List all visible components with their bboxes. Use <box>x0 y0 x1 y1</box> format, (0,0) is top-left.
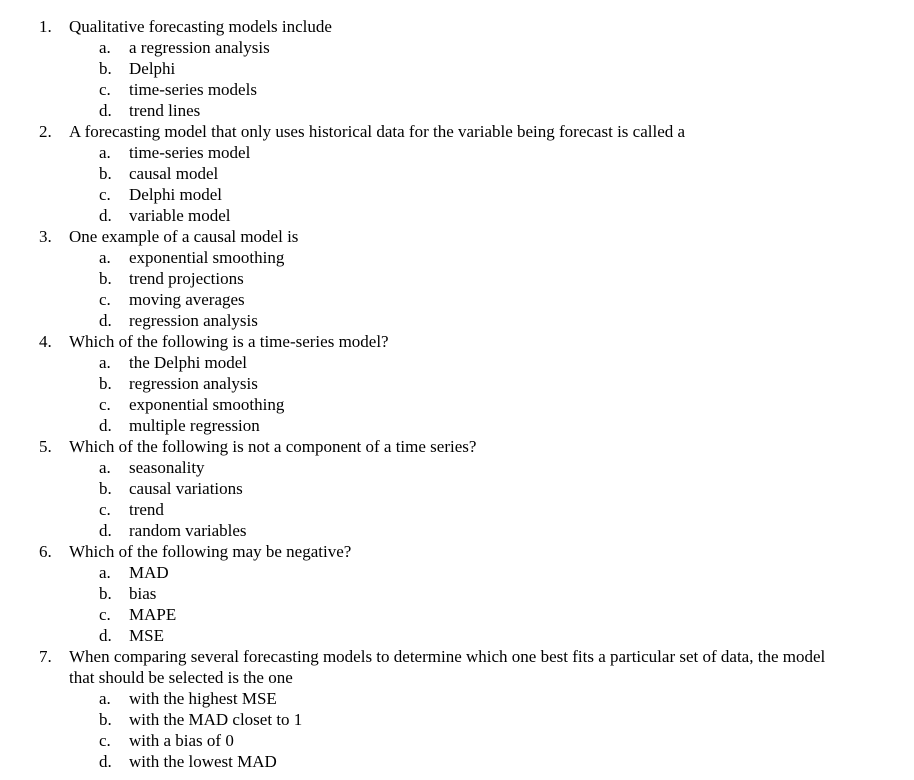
answer-option <box>0 688 914 709</box>
answer-option <box>0 142 914 163</box>
option-letter: a. <box>99 353 111 372</box>
option-letter: c. <box>99 605 111 624</box>
answer-option <box>0 394 914 415</box>
question-number: 4. <box>39 332 52 351</box>
option-text: MAPE <box>129 605 177 624</box>
option-letter: c. <box>99 500 111 519</box>
option-letter: d. <box>99 752 112 771</box>
question-stem <box>0 16 914 37</box>
option-text: time-series model <box>129 143 251 162</box>
option-letter: b. <box>99 479 112 498</box>
option-letter: b. <box>99 584 112 603</box>
option-text: regression analysis <box>129 311 258 330</box>
option-text: trend <box>129 500 164 519</box>
option-text: exponential smoothing <box>129 395 285 414</box>
option-letter: a. <box>99 143 111 162</box>
option-text: trend projections <box>129 269 244 288</box>
answer-option <box>0 583 914 604</box>
answer-option <box>0 520 914 541</box>
answer-option <box>0 562 914 583</box>
answer-option <box>0 79 914 100</box>
answer-option <box>0 751 914 772</box>
option-letter: b. <box>99 164 112 183</box>
question-2 <box>0 121 914 226</box>
question-text: Which of the following is not a component of a time series? <box>69 437 477 456</box>
answer-option <box>0 37 914 58</box>
question-number: 5. <box>39 437 52 456</box>
question-stem <box>0 541 914 562</box>
option-letter: b. <box>99 374 112 393</box>
question-5 <box>0 436 914 541</box>
option-letter: b. <box>99 710 112 729</box>
answer-option <box>0 478 914 499</box>
question-text: A forecasting model that only uses historical data for the variable being forecast is called a <box>69 122 686 141</box>
option-text: MSE <box>129 626 164 645</box>
option-text: time-series models <box>129 80 257 99</box>
question-text: One example of a causal model is <box>69 227 299 246</box>
question-6 <box>0 541 914 646</box>
question-stem <box>0 331 914 352</box>
option-text: regression analysis <box>129 374 258 393</box>
question-4 <box>0 331 914 436</box>
option-letter: c. <box>99 290 111 309</box>
option-text: variable model <box>129 206 231 225</box>
option-letter: c. <box>99 395 111 414</box>
option-text: bias <box>129 584 157 603</box>
answer-option <box>0 730 914 751</box>
option-text: trend lines <box>129 101 201 120</box>
option-text: multiple regression <box>129 416 260 435</box>
option-letter: b. <box>99 269 112 288</box>
answer-option <box>0 205 914 226</box>
option-text: the Delphi model <box>129 353 248 372</box>
answer-option <box>0 247 914 268</box>
question-number: 3. <box>39 227 52 246</box>
option-letter: d. <box>99 521 112 540</box>
option-letter: c. <box>99 80 111 99</box>
option-text: exponential smoothing <box>129 248 285 267</box>
option-text: a regression analysis <box>129 38 270 57</box>
option-letter: d. <box>99 626 112 645</box>
question-text: Which of the following is a time-series model? <box>69 332 389 351</box>
option-text: Delphi <box>129 59 176 78</box>
answer-option <box>0 58 914 79</box>
question-text: Qualitative forecasting models include <box>69 17 332 36</box>
option-text: random variables <box>129 521 247 540</box>
option-letter: d. <box>99 101 112 120</box>
option-text: with a bias of 0 <box>129 731 234 750</box>
answer-option <box>0 457 914 478</box>
option-text: MAD <box>129 563 169 582</box>
option-letter: a. <box>99 38 111 57</box>
question-1 <box>0 16 914 121</box>
option-text: moving averages <box>129 290 245 309</box>
question-3 <box>0 226 914 331</box>
option-text: Delphi model <box>129 185 223 204</box>
answer-option <box>0 163 914 184</box>
answer-option <box>0 352 914 373</box>
question-number: 6. <box>39 542 52 561</box>
option-letter: c. <box>99 185 111 204</box>
option-letter: a. <box>99 563 111 582</box>
answer-option <box>0 604 914 625</box>
question-7 <box>0 646 914 772</box>
question-stem <box>0 436 914 457</box>
question-stem <box>0 226 914 247</box>
answer-option <box>0 625 914 646</box>
question-number: 7. <box>39 647 52 666</box>
question-text: When comparing several forecasting models to determine which one best fits a particular set of data, the model <box>69 647 826 666</box>
answer-option <box>0 499 914 520</box>
answer-option <box>0 709 914 730</box>
answer-option <box>0 310 914 331</box>
option-letter: c. <box>99 731 111 750</box>
answer-option <box>0 184 914 205</box>
answer-option <box>0 268 914 289</box>
option-letter: a. <box>99 689 111 708</box>
question-stem <box>0 121 914 142</box>
option-text: with the MAD closet to 1 <box>129 710 303 729</box>
option-letter: d. <box>99 416 112 435</box>
option-text: causal variations <box>129 479 243 498</box>
option-letter: a. <box>99 248 111 267</box>
answer-option <box>0 289 914 310</box>
option-letter: a. <box>99 458 111 477</box>
question-stem-continued <box>0 667 914 688</box>
question-text-continued: that should be selected is the one <box>69 668 293 687</box>
option-letter: b. <box>99 59 112 78</box>
question-text: Which of the following may be negative? <box>69 542 352 561</box>
answer-option <box>0 100 914 121</box>
answer-option <box>0 415 914 436</box>
option-text: with the lowest MAD <box>129 752 277 771</box>
option-text: with the highest MSE <box>129 689 277 708</box>
option-text: causal model <box>129 164 219 183</box>
question-stem <box>0 646 914 667</box>
question-number: 1. <box>39 17 52 36</box>
question-number: 2. <box>39 122 52 141</box>
option-letter: d. <box>99 206 112 225</box>
option-letter: d. <box>99 311 112 330</box>
answer-option <box>0 373 914 394</box>
option-text: seasonality <box>129 458 205 477</box>
